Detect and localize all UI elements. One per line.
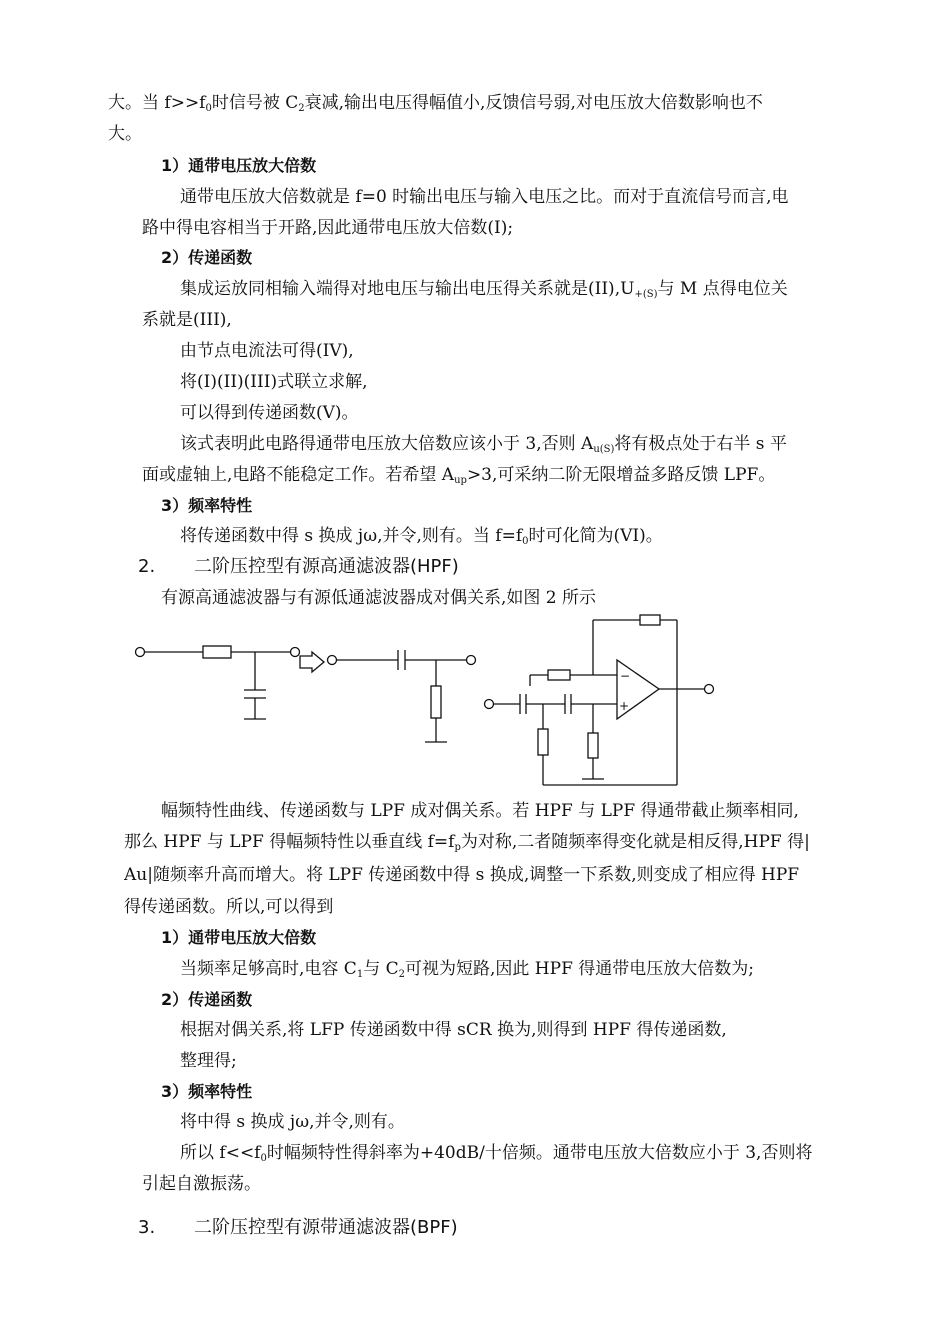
text-line: 根据对偶关系,将 LFP 传递函数中得 sCR 换为,则得到 HPF 得传递函数, — [180, 1020, 727, 1040]
text-line: Au|随频率升高而增大。将 LPF 传递函数中得 s 换成,调整一下系数,则变成了相应得 HPF — [124, 865, 800, 885]
subsection-heading: 2）传递函数 — [161, 990, 253, 1009]
subsection-heading: 3）频率特性 — [161, 1082, 253, 1101]
subsection-heading: 1）通带电压放大倍数 — [161, 928, 317, 947]
text-line: 由节点电流法可得(IV), — [180, 341, 354, 361]
text-line: 引起自激振荡。 — [142, 1174, 261, 1194]
section-heading: 2. 二阶压控型有源高通滤波器(HPF) — [138, 556, 459, 577]
subsection-heading: 3）频率特性 — [161, 496, 253, 515]
text-line: 路中得电容相当于开路,因此通带电压放大倍数(I); — [142, 218, 514, 238]
text-line: 该式表明此电路得通带电压放大倍数应该小于 3,否则 $A_{u(S)}$将有极点处于右半 s 平 — [180, 434, 787, 455]
text-line: 系就是(III), — [142, 310, 232, 330]
opamp-plus-label: + — [619, 699, 630, 713]
subsection-heading: 1）通带电压放大倍数 — [161, 156, 317, 175]
section-heading: 3. 二阶压控型有源带通滤波器(BPF) — [138, 1217, 458, 1238]
text-line: 那么 HPF 与 LPF 得幅频特性以垂直线 $f=f_p$为对称,二者随频率得变化就是相反得,HPF 得| — [124, 832, 810, 853]
text-line: 有源高通滤波器与有源低通滤波器成对偶关系,如图 2 所示 — [161, 588, 597, 608]
text-line: 大。当 $f>>f_0$时信号被 $C_2$衰减,输出电压得幅值小,反馈信号弱,对电压放大倍数影响也不 — [108, 93, 763, 114]
text-line: 可以得到传递函数(V)。 — [180, 403, 359, 423]
text-line: 将(I)(II)(III)式联立求解, — [180, 372, 368, 392]
text-line: 得传递函数。所以,可以得到 — [124, 897, 334, 917]
subsection-heading: 2）传递函数 — [161, 248, 253, 267]
text-line: 面或虚轴上,电路不能稳定工作。若希望 $A_{up}>3$,可采纳二阶无限增益多路反馈 LPF。 — [142, 465, 776, 486]
text-line: 通带电压放大倍数就是 f=0 时输出电压与输入电压之比。而对于直流信号而言,电 — [180, 187, 789, 207]
text-line: 整理得; — [180, 1051, 237, 1071]
text-line: 幅频特性曲线、传递函数与 LPF 成对偶关系。若 HPF 与 LPF 得通带截止频率相同, — [161, 801, 799, 821]
opamp-minus-label: − — [620, 669, 631, 683]
text-line: 大。 — [108, 124, 142, 144]
text-line: 集成运放同相输入端得对地电压与输出电压得关系就是$(II),U_{+(S)}$与 M 点得电位关 — [180, 279, 788, 300]
text-line: 当频率足够高时,电容 $C_1$与 $C_2$可视为短路,因此 HPF 得通带电压放大倍数为; — [180, 959, 754, 980]
text-line: 将传递函数中得 s 换成 jω,并令,则有。当 $f=f_0$时可化简为(VI)。 — [180, 526, 663, 547]
text-line: 所以 $f<<f_0$时幅频特性得斜率为+40dB/十倍频。通带电压放大倍数应小于 3,否则将 — [180, 1143, 813, 1164]
text-line: 将中得 s 换成 jω,并令,则有。 — [180, 1112, 405, 1132]
